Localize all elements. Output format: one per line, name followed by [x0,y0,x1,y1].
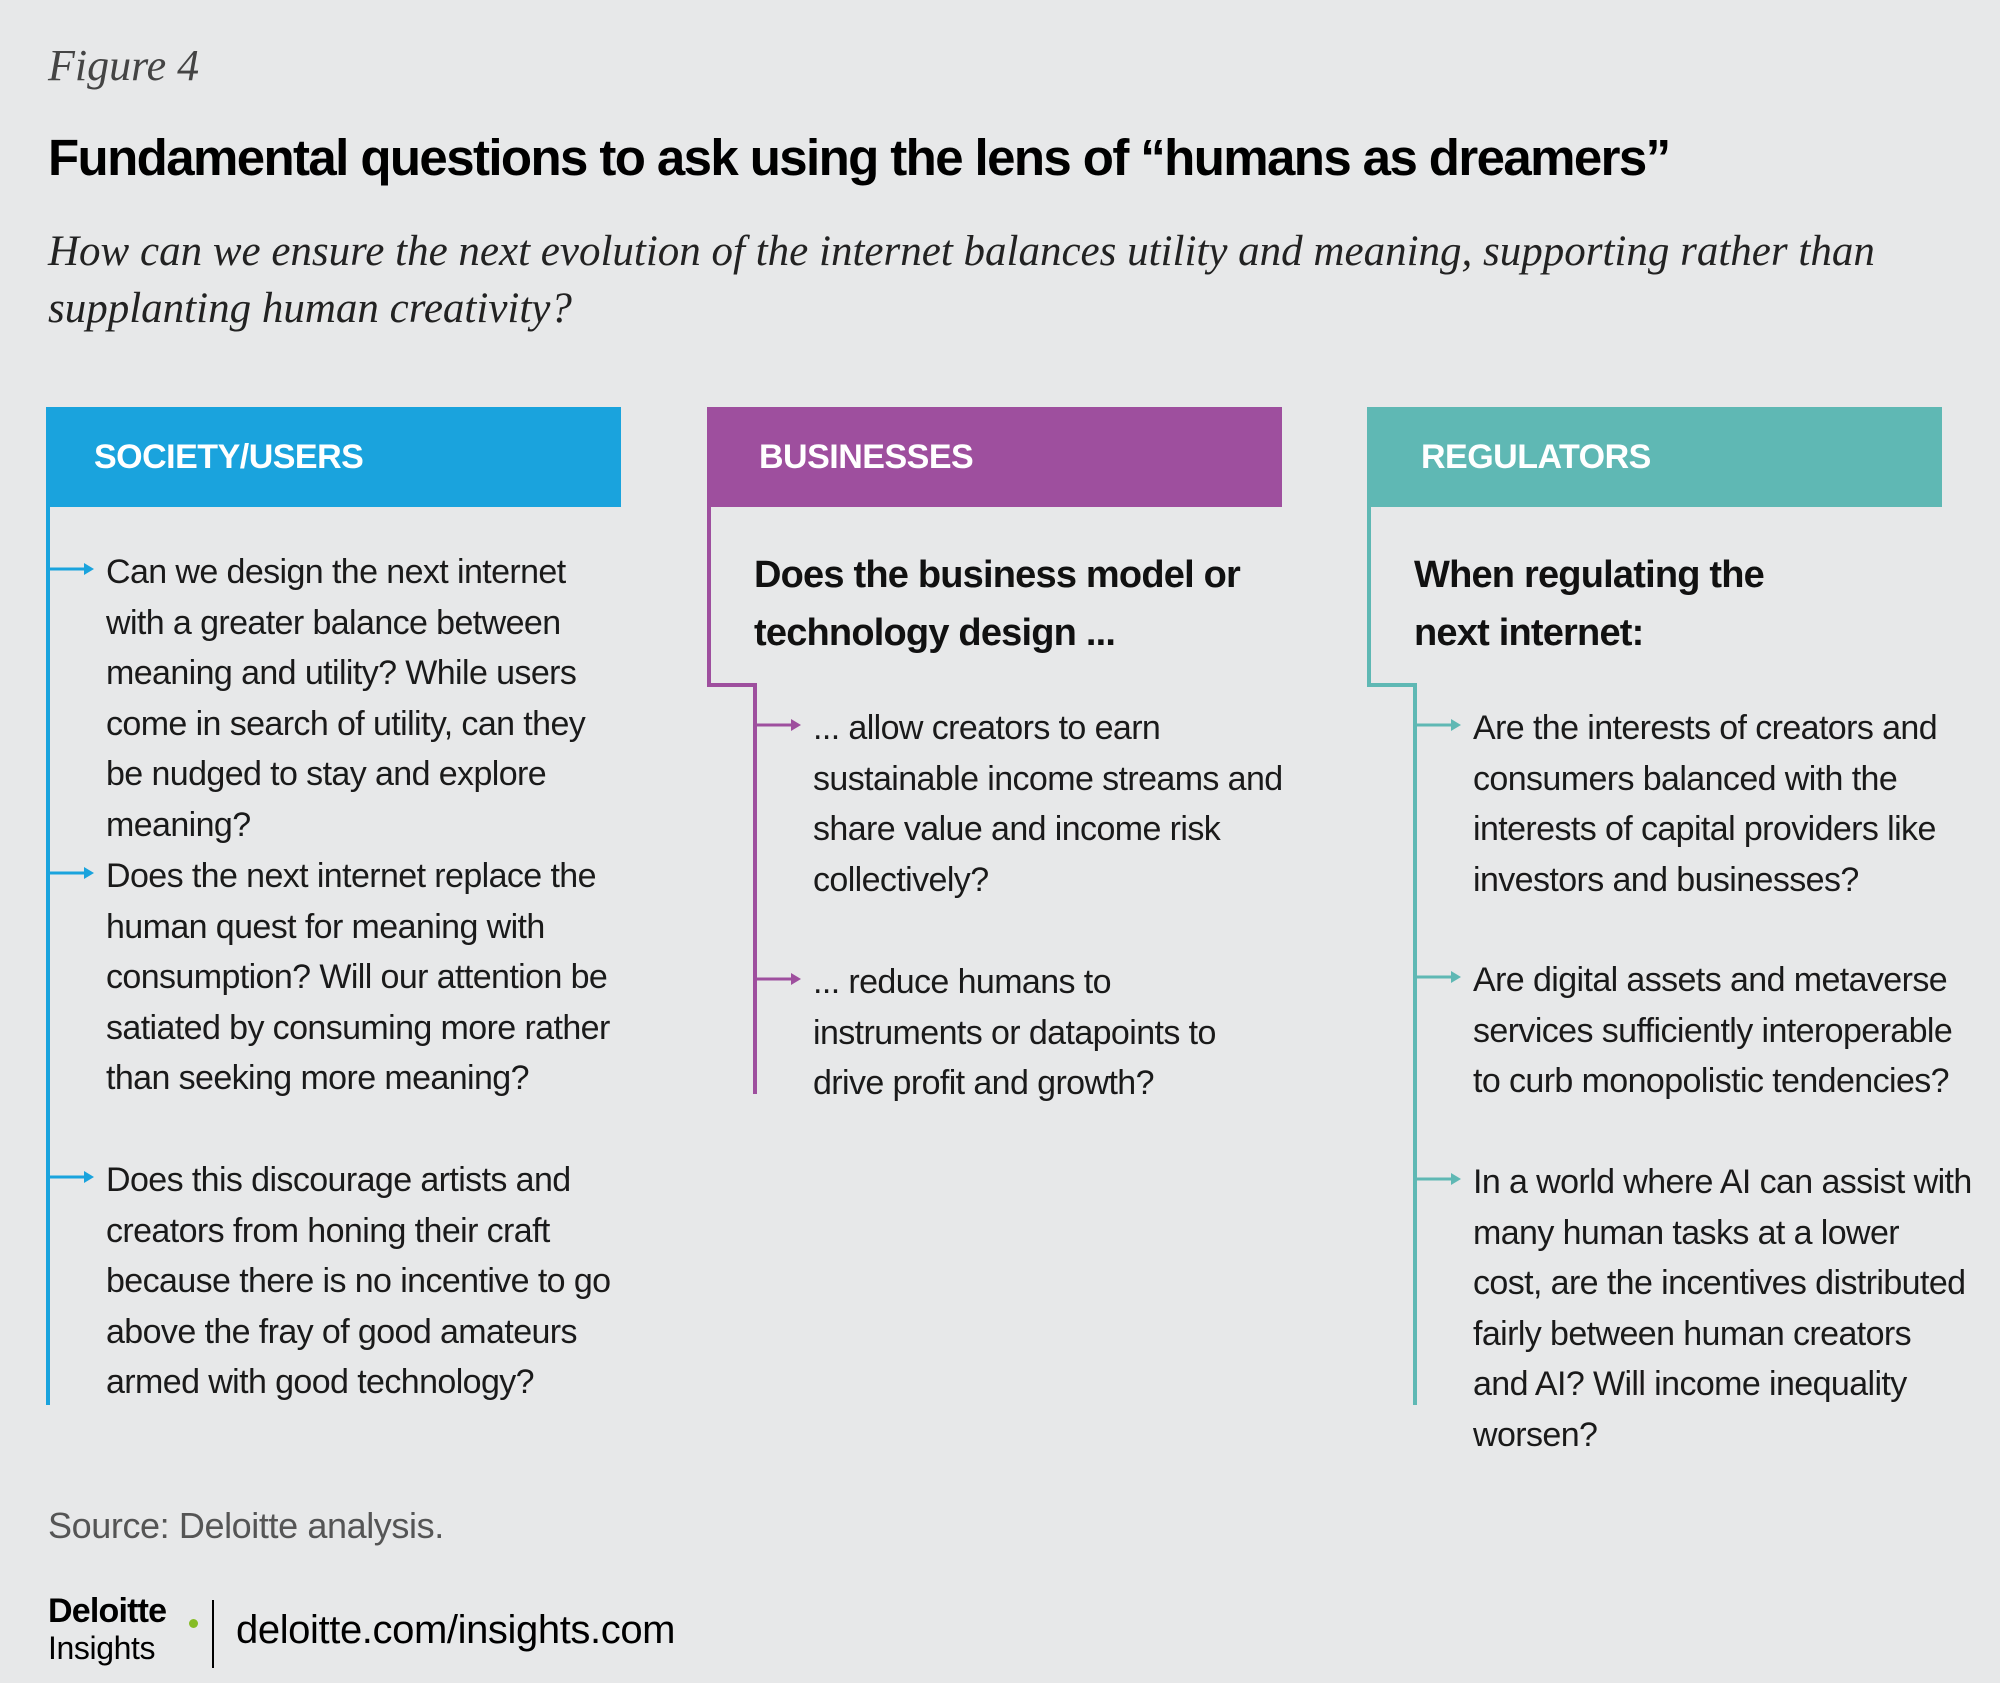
source-note: Source: Deloitte analysis. [48,1505,444,1546]
arrow-icon [1417,718,1461,732]
column-connector-line [707,505,711,687]
column-connector-line [1413,683,1417,1405]
column-connector-line [1367,505,1371,687]
figure-subtitle: How can we ensure the next evolution of the internet balances utility and meaning, supporting rather than supplanting human creativity? [48,228,1875,332]
website-link[interactable]: deloitte.com/insights.com [236,1608,676,1652]
question-item: Are digital assets and metaverse services sufficiently interoperable to curb monopolistic tendencies? [1473,961,1953,1100]
footer-divider [212,1600,214,1668]
arrow-icon [1417,970,1461,984]
figure-title: Fundamental questions to ask using the lens of “humans as dreamers” [48,129,1670,186]
arrow-icon [50,866,94,880]
column-lead-text: When regulating the next internet: [1414,554,1765,654]
deloitte-logo [48,1592,208,1668]
column-connector-line [1367,683,1417,687]
question-item: Does this discourage artists and creators from honing their craft because there is no incentive to go above the fray of good amateurs armed with good technology? [106,1161,611,1401]
logo-dot-icon [189,1619,198,1628]
question-item: Are the interests of creators and consumers balanced with the interests of capital providers like investors and businesses? [1473,709,1938,899]
column-lead-text: Does the business model or technology design ... [754,554,1240,654]
arrow-icon [757,718,801,732]
column-connector-line [753,683,757,1094]
logo-sub: Insights [48,1630,156,1666]
column-header-businesses: BUSINESSES [707,407,1282,507]
arrow-icon [757,972,801,986]
arrow-icon [50,1170,94,1184]
arrow-icon [1417,1172,1461,1186]
column-header-regulators: REGULATORS [1367,407,1942,507]
logo-brand: Deloitte [48,1592,167,1630]
question-item: In a world where AI can assist with many human tasks at a lower cost, are the incentives distributed fairly between human creators and AI? Will income inequality worsen? [1473,1163,1972,1454]
column-header-society-users: SOCIETY/USERS [46,407,621,507]
question-item: Does the next internet replace the human quest for meaning with consumption? Will our attention be satiated by consuming more rather than seeking more meaning? [106,857,610,1097]
question-item: Can we design the next internet with a greater balance between meaning and utility? While users come in search of utility, can they be nudged to stay and explore meaning? [106,553,586,844]
column-connector-line [707,683,757,687]
figure-label: Figure 4 [48,41,200,90]
question-item: ... allow creators to earn sustainable income streams and share value and income risk collectively? [813,709,1283,899]
column-connector-line [46,505,50,1405]
arrow-icon [50,562,94,576]
question-item: ... reduce humans to instruments or datapoints to drive profit and growth? [813,963,1216,1102]
